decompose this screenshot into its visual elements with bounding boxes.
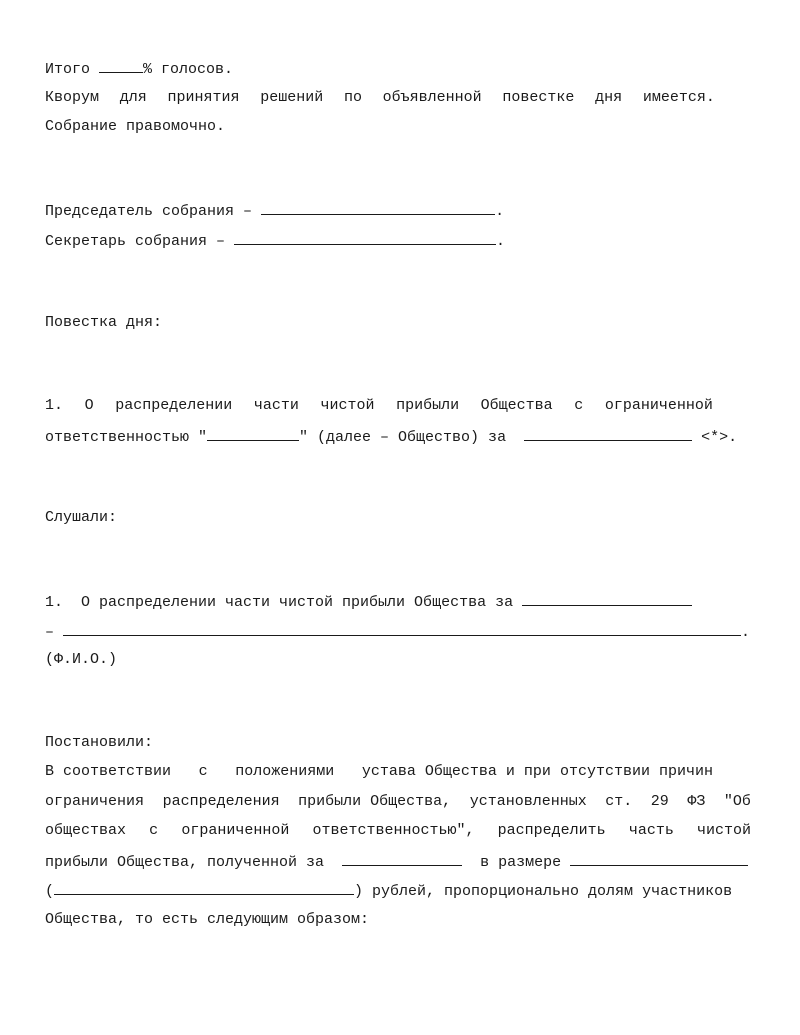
resolved-line-3-word: обществах — [45, 822, 127, 839]
quorum-line-word: принятия — [167, 89, 240, 106]
percent-blank[interactable] — [99, 58, 143, 73]
quorum-line-word: по — [343, 89, 362, 106]
speaker-dash: – — [45, 624, 55, 641]
agenda-item-word: части — [253, 397, 299, 414]
agenda-item-word: О — [84, 397, 94, 414]
chair-label: Председатель собрания – — [45, 203, 253, 220]
resolved-line-5-b: ) рублей, пропорционально долям участников — [354, 883, 733, 900]
resolved-line-2-word: ФЗ — [687, 793, 706, 810]
quorum-line-word: дня — [595, 89, 623, 106]
assembly-valid-line: Собрание правомочно. — [45, 118, 226, 135]
quorum-line-word: имеется. — [642, 89, 715, 106]
profit-period-blank[interactable] — [342, 851, 462, 866]
resolved-heading: Постановили: — [45, 734, 154, 751]
company-name-blank[interactable] — [207, 426, 299, 441]
resolved-line-5-a: ( — [45, 883, 55, 900]
resolved-line-4-a: прибыли Общества, полученной за — [45, 854, 325, 871]
resolved-line-4-b: в размере — [480, 854, 562, 871]
resolved-line-3-word: распределить — [497, 822, 606, 839]
speaker-end-dot: . — [741, 624, 751, 641]
agenda-period-blank[interactable] — [524, 426, 692, 441]
agenda-item-word: Общества — [480, 397, 553, 414]
heard-heading: Слушали: — [45, 509, 118, 526]
agenda-text-a: ответственностью " — [45, 429, 208, 446]
resolved-line-1-word: с — [198, 763, 208, 780]
quorum-line-word: решений — [260, 89, 324, 106]
resolved-line-1-word: положениями — [235, 763, 335, 780]
heard-item-text: 1. О распределении части чистой прибыли Общества за — [45, 594, 514, 611]
chair-line — [45, 200, 504, 220]
chair-end-dot: . — [495, 203, 505, 220]
heard-item-line — [45, 591, 692, 611]
resolved-line-3 — [45, 821, 751, 841]
agenda-item-word: чистой — [320, 397, 375, 414]
secretary-end-dot: . — [496, 233, 506, 250]
resolved-line-3-word: чистой — [696, 822, 751, 839]
resolved-line-1 — [45, 762, 713, 782]
resolved-line-2-word: "Об — [723, 793, 751, 810]
resolved-line-2-word: ограничения — [45, 793, 145, 810]
resolved-line-5 — [45, 880, 732, 900]
amount-digits-blank[interactable] — [570, 851, 748, 866]
agenda-item-line-2 — [45, 426, 737, 446]
resolved-line-1-word: устава Общества и при отсутствии причин — [361, 763, 713, 780]
speaker-blank[interactable] — [63, 621, 741, 636]
quorum-total-line — [45, 58, 233, 78]
speaker-line — [45, 621, 750, 641]
amount-words-blank[interactable] — [54, 880, 354, 895]
resolved-line-2-word: 29 — [650, 793, 669, 810]
chair-name-blank[interactable] — [261, 200, 495, 215]
quorum-total-prefix: Итого — [45, 61, 91, 78]
heard-period-blank[interactable] — [522, 591, 692, 606]
resolved-line-1-word: В соответствии — [45, 763, 172, 780]
resolved-line-3-word: часть — [628, 822, 674, 839]
fio-label: (Ф.И.О.) — [45, 651, 118, 668]
resolved-line-2-word: ст. — [605, 793, 633, 810]
agenda-item-word: прибыли — [396, 397, 460, 414]
quorum-line-word: объявленной — [382, 89, 482, 106]
resolved-line-2-word: распределения — [162, 793, 280, 810]
resolved-line-2 — [45, 792, 751, 812]
agenda-item-word: распределении — [115, 397, 233, 414]
secretary-label: Секретарь собрания – — [45, 233, 226, 250]
resolved-line-2-word: прибыли Общества, — [298, 793, 452, 810]
agenda-item-word: с — [574, 397, 584, 414]
footnote-mark: <*>. — [701, 429, 738, 446]
quorum-line — [45, 88, 715, 108]
resolved-line-3-word: ответственностью", — [312, 822, 475, 839]
resolved-line-3-word: ограниченной — [181, 822, 290, 839]
secretary-line — [45, 230, 505, 250]
secretary-name-blank[interactable] — [234, 230, 496, 245]
resolved-line-4 — [45, 851, 748, 871]
quorum-total-suffix: % голосов. — [143, 61, 234, 78]
agenda-item-word: ограниченной — [604, 397, 713, 414]
resolved-line-2-word: установленных — [469, 793, 587, 810]
agenda-heading: Повестка дня: — [45, 314, 163, 331]
quorum-line-word: Кворум — [45, 89, 100, 106]
resolved-line-6: Общества, то есть следующим образом: — [45, 911, 370, 928]
resolved-line-3-word: с — [149, 822, 159, 839]
agenda-item-line-1 — [45, 396, 713, 416]
agenda-text-b: " (далее – Общество) за — [299, 429, 507, 446]
quorum-line-word: повестке — [502, 89, 575, 106]
quorum-line-word: для — [119, 89, 147, 106]
agenda-item-word: 1. — [45, 397, 64, 414]
